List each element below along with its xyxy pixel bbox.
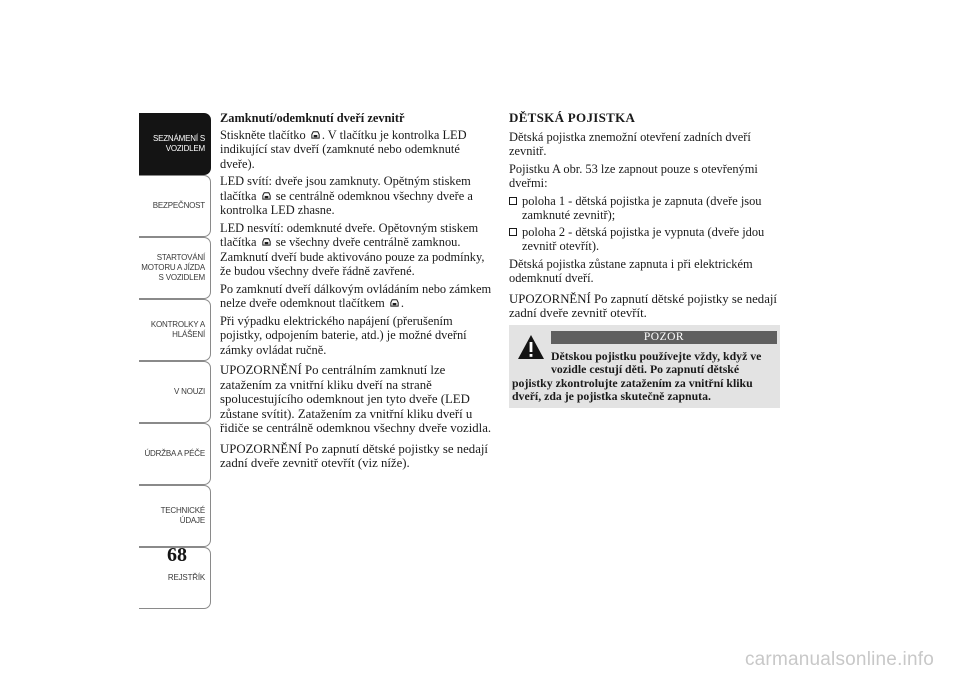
tab-label: BEZPEČNOST (152, 201, 205, 210)
paragraph: Dětská pojistka znemožní otevření zadních dveří zevnitř. (509, 129, 751, 158)
tab-bezpecnost[interactable] (139, 175, 211, 237)
text: . V tlačítku je kontrolka LED indikující stav dveří (zamknuté nebo odemknuté dveře). (220, 127, 467, 171)
tab-technicke-udaje[interactable] (139, 485, 211, 547)
text: poloha 2 - dětská pojistka je vypnuta (dveře jdou zevnitř otevřít). (522, 224, 765, 253)
text: se centrálně odemknou všechny dveře a kontrolka LED zhasne. (220, 188, 473, 217)
tab-label: SEZNÁMENÍ S VOZIDLEM (152, 134, 205, 153)
tab-label: TECHNICKÉ ÚDAJE (160, 506, 205, 525)
tab-label: KONTROLKY A HLÁŠENÍ (150, 320, 205, 339)
note-paragraph: UPOZORNĚNÍ Po centrálním zamknutí lze zatažením za vnitřní kliku dveří na straně spolucestujícího odemknout jen tyto dveře (LED zůstane svítit). Zatažením za vnitřní kliku dveří u řidiče se centrálně odemknou všechny dveře vozidla. (220, 363, 492, 435)
warning-line: vozidle cestují děti. Po zapnutí dětské (551, 362, 740, 377)
text: se všechny dveře centrálně zamknou. Zamknutí dveří bude aktivováno pouze za podmínky, že budou všechny dveře řádně zavřené. (220, 235, 485, 278)
note-paragraph: UPOZORNĚNÍ Po zapnutí dětské pojistky se nedají zadní dveře zevnitř otevřít (viz níže). (220, 441, 488, 470)
section-subheading: Zamknutí/odemknutí dveří zevnitř (220, 111, 405, 125)
door-lock-button-icon (261, 190, 272, 201)
paragraph (220, 128, 492, 172)
section-heading: DĚTSKÁ POJISTKA (509, 110, 636, 125)
door-lock-button-icon (310, 129, 321, 140)
paragraph (220, 282, 492, 311)
right-column (509, 111, 781, 327)
door-lock-button-icon (261, 236, 272, 247)
tab-startovani[interactable] (139, 237, 211, 299)
warning-line: pojistky zkontrolujte zatažením za vnitřní kliku dveří, zda je pojistka skutečně zapnuta. (512, 375, 753, 403)
text: Stiskněte tlačítko (220, 127, 306, 142)
tab-udrzba[interactable] (139, 423, 211, 485)
warning-box (509, 325, 780, 408)
watermark: carmanualsonline.info (744, 649, 934, 670)
text: . (400, 296, 405, 310)
paragraph: Dětská pojistka zůstane zapnuta i při elektrickém odemknutí dveří. (509, 256, 753, 285)
tab-label: STARTOVÁNÍ MOTORU A JÍZDA S VOZIDLEM (141, 253, 205, 282)
list-item (509, 194, 781, 223)
checkbox-bullet-icon (509, 197, 517, 205)
chapter-tabs (139, 113, 211, 609)
tab-seznameni[interactable] (139, 113, 211, 175)
paragraph (220, 221, 492, 279)
warning-line: Dětskou pojistku používejte vždy, když ve (551, 349, 762, 363)
door-lock-button-icon (389, 297, 400, 308)
tab-label: V NOUZI (173, 387, 205, 396)
tab-v-nouzi[interactable] (139, 361, 211, 423)
text: Po zamknutí dveří dálkovým ovládáním nebo zámkem nelze dveře odemknout tlačítkem (220, 281, 492, 310)
paragraph: Pojistku A obr. 53 lze zapnout pouze s otevřenými dveřmi: (509, 161, 758, 190)
paragraph (220, 174, 492, 218)
left-column (220, 111, 492, 477)
list-item (509, 225, 781, 254)
tab-kontrolky[interactable] (139, 299, 211, 361)
position-list (509, 194, 781, 254)
text: LED svítí: dveře jsou zamknuty. Opětným stiskem tlačítka (220, 174, 471, 203)
text: poloha 1 - dětská pojistka je zapnuta (dveře jsou zamknuté zevnitř); (522, 193, 762, 222)
tab-label: ÚDRŽBA A PÉČE (144, 449, 205, 458)
warning-text (512, 350, 777, 403)
text: LED nesvítí: odemknuté dveře. Opětovným stiskem tlačítka (220, 220, 479, 249)
checkbox-bullet-icon (509, 228, 517, 236)
note-paragraph: UPOZORNĚNÍ Po zapnutí dětské pojistky se nedají zadní dveře zevnitř otevřít. (509, 291, 777, 320)
warning-title: POZOR (551, 331, 777, 344)
page-number: 68 (167, 544, 187, 566)
tab-label: REJSTŘÍK (167, 573, 205, 582)
paragraph: Při výpadku elektrického napájení (přerušením pojistky, odpojením baterie, atd.) je možné dveřní zámky ovládat ručně. (220, 313, 467, 357)
